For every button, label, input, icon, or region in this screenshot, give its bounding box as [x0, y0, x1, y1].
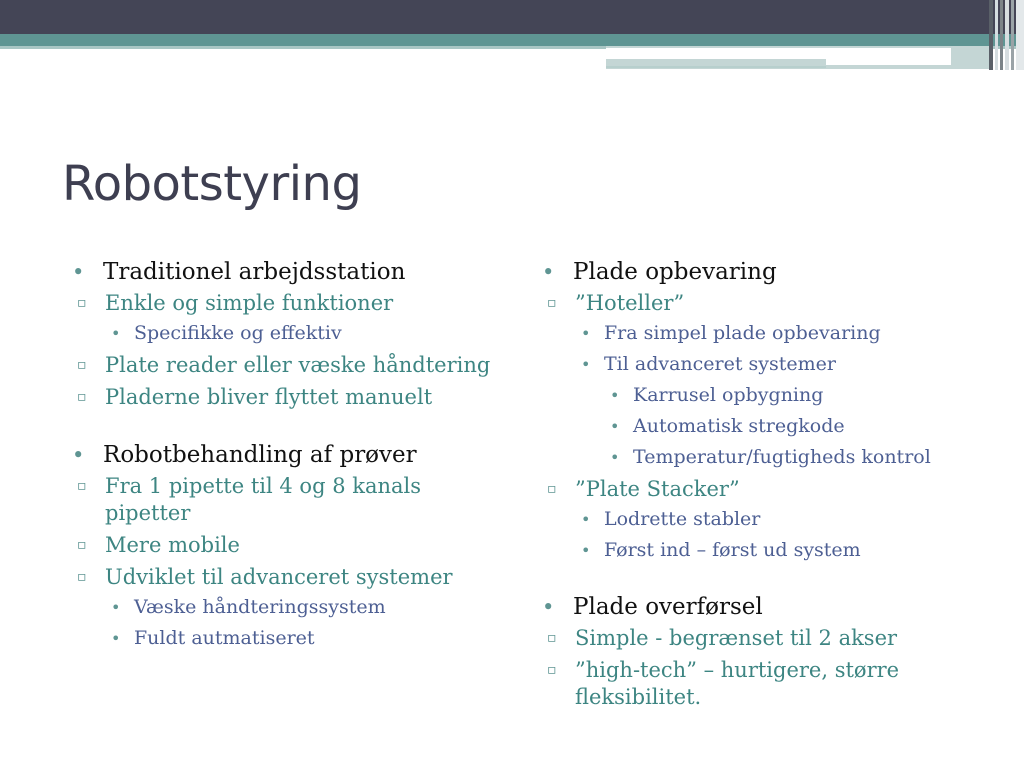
- subsubbullet-fra-simpel: [575, 321, 1002, 346]
- bullet-text: Traditionel arbejdsstation: [103, 259, 406, 285]
- header-thin-line: [606, 66, 826, 68]
- subsubbullet-text: Lodrette stabler: [604, 508, 761, 530]
- subbullet-text: Enkle og simple funktioner: [105, 291, 394, 315]
- header-vertical-stripe: [1011, 0, 1014, 70]
- subbullet-text: ”high-tech” – hurtigere, større fleksibilitet.: [575, 658, 900, 709]
- subbullet-text: Fra 1 pipette til 4 og 8 kanals pipetter: [105, 474, 422, 525]
- header-vertical-stripe: [1005, 0, 1009, 70]
- right-column: [542, 256, 1002, 716]
- level4-text: Temperatur/fugtigheds kontrol: [633, 446, 931, 468]
- subbullet-text: Pladerne bliver flyttet manuelt: [105, 385, 433, 409]
- square-bullet-icon: ▫: [77, 389, 87, 405]
- subbullet-text: Mere mobile: [105, 533, 240, 557]
- bullet-icon: •: [72, 260, 85, 284]
- header-vertical-stripe: [1000, 0, 1003, 70]
- subsubbullet-text: Fuldt autmatiseret: [134, 627, 315, 649]
- header-dark-band: [0, 0, 1024, 34]
- square-bullet-icon: ▫: [547, 662, 557, 678]
- header-vertical-stripe: [1016, 0, 1024, 70]
- subsubbullet-foerst-ind: [575, 538, 1002, 563]
- bullet-icon: •: [581, 510, 591, 529]
- bullet-traditionel: [72, 258, 512, 411]
- header-accent-notch: [606, 48, 951, 59]
- bullet-icon: •: [610, 417, 620, 436]
- bullet-icon: •: [111, 629, 121, 648]
- square-bullet-icon: ▫: [77, 295, 87, 311]
- subsubbullet-text: Fra simpel plade opbevaring: [604, 322, 881, 344]
- bullet-icon: •: [610, 448, 620, 467]
- bullet-icon: •: [581, 355, 591, 374]
- level4-stregkode: [604, 414, 1002, 439]
- subbullet-pipette: [72, 473, 512, 527]
- subsubbullet-text: Først ind – først ud system: [604, 539, 861, 561]
- bullet-icon: •: [581, 324, 591, 343]
- subsubbullet-til-advanceret: [575, 352, 1002, 470]
- subbullet-plate-stacker: [542, 476, 1002, 563]
- header-vertical-stripe: [995, 0, 998, 70]
- subbullet-enkle: [72, 290, 512, 346]
- subsubbullet-text: Specifikke og effektiv: [134, 322, 342, 344]
- bullet-plade-overfoersel: [542, 593, 1002, 711]
- bullet-icon: •: [111, 324, 121, 343]
- bullet-text: Robotbehandling af prøver: [103, 442, 417, 468]
- bullet-icon: •: [542, 260, 555, 284]
- subsubbullet-fuldt: [105, 626, 512, 651]
- header-accent-notch: [826, 59, 951, 65]
- subbullet-udviklet: [72, 564, 512, 651]
- subbullet-pladerne: [72, 384, 512, 411]
- subsubbullet-vaeske: [105, 595, 512, 620]
- bullet-icon: •: [542, 595, 555, 619]
- bullet-icon: •: [72, 443, 85, 467]
- subbullet-text: ”Plate Stacker”: [575, 477, 740, 501]
- header-teal-band: [0, 34, 1024, 46]
- level4-karrusel: [604, 383, 1002, 408]
- subsubbullet-text: Væske håndteringssystem: [134, 596, 386, 618]
- square-bullet-icon: ▫: [77, 569, 87, 585]
- bullet-icon: •: [111, 598, 121, 617]
- header-vertical-stripe: [989, 0, 993, 70]
- level4-temperatur: [604, 445, 1002, 470]
- subbullet-text: Udviklet til advanceret systemer: [105, 565, 453, 589]
- subbullet-plate-reader: [72, 352, 512, 379]
- bullet-plade-opbevaring: [542, 258, 1002, 563]
- subbullet-text: Simple - begrænset til 2 akser: [575, 626, 898, 650]
- subsubbullet-lodrette: [575, 507, 1002, 532]
- bullet-icon: •: [610, 386, 620, 405]
- bullet-text: Plade opbevaring: [573, 259, 777, 285]
- square-bullet-icon: ▫: [77, 357, 87, 373]
- bullet-text: Plade overførsel: [573, 594, 763, 620]
- slide-title: Robotstyring: [62, 156, 362, 212]
- square-bullet-icon: ▫: [547, 295, 557, 311]
- square-bullet-icon: ▫: [77, 478, 87, 494]
- subbullet-high-tech: [542, 657, 1002, 711]
- level4-text: Karrusel opbygning: [633, 384, 824, 406]
- bullet-robotbehandling: [72, 441, 512, 651]
- square-bullet-icon: ▫: [77, 537, 87, 553]
- subbullet-hoteller: [542, 290, 1002, 470]
- left-column: [72, 256, 512, 657]
- square-bullet-icon: ▫: [547, 630, 557, 646]
- subbullet-text: Plate reader eller væske håndtering: [105, 353, 491, 377]
- level4-text: Automatisk stregkode: [633, 415, 845, 437]
- subsubbullet-text: Til advanceret systemer: [604, 353, 836, 375]
- subsubbullet-specifikke: [105, 321, 512, 346]
- square-bullet-icon: ▫: [547, 481, 557, 497]
- subbullet-simple: [542, 625, 1002, 652]
- subbullet-text: ”Hoteller”: [575, 291, 685, 315]
- subbullet-mobile: [72, 532, 512, 559]
- bullet-icon: •: [581, 541, 591, 560]
